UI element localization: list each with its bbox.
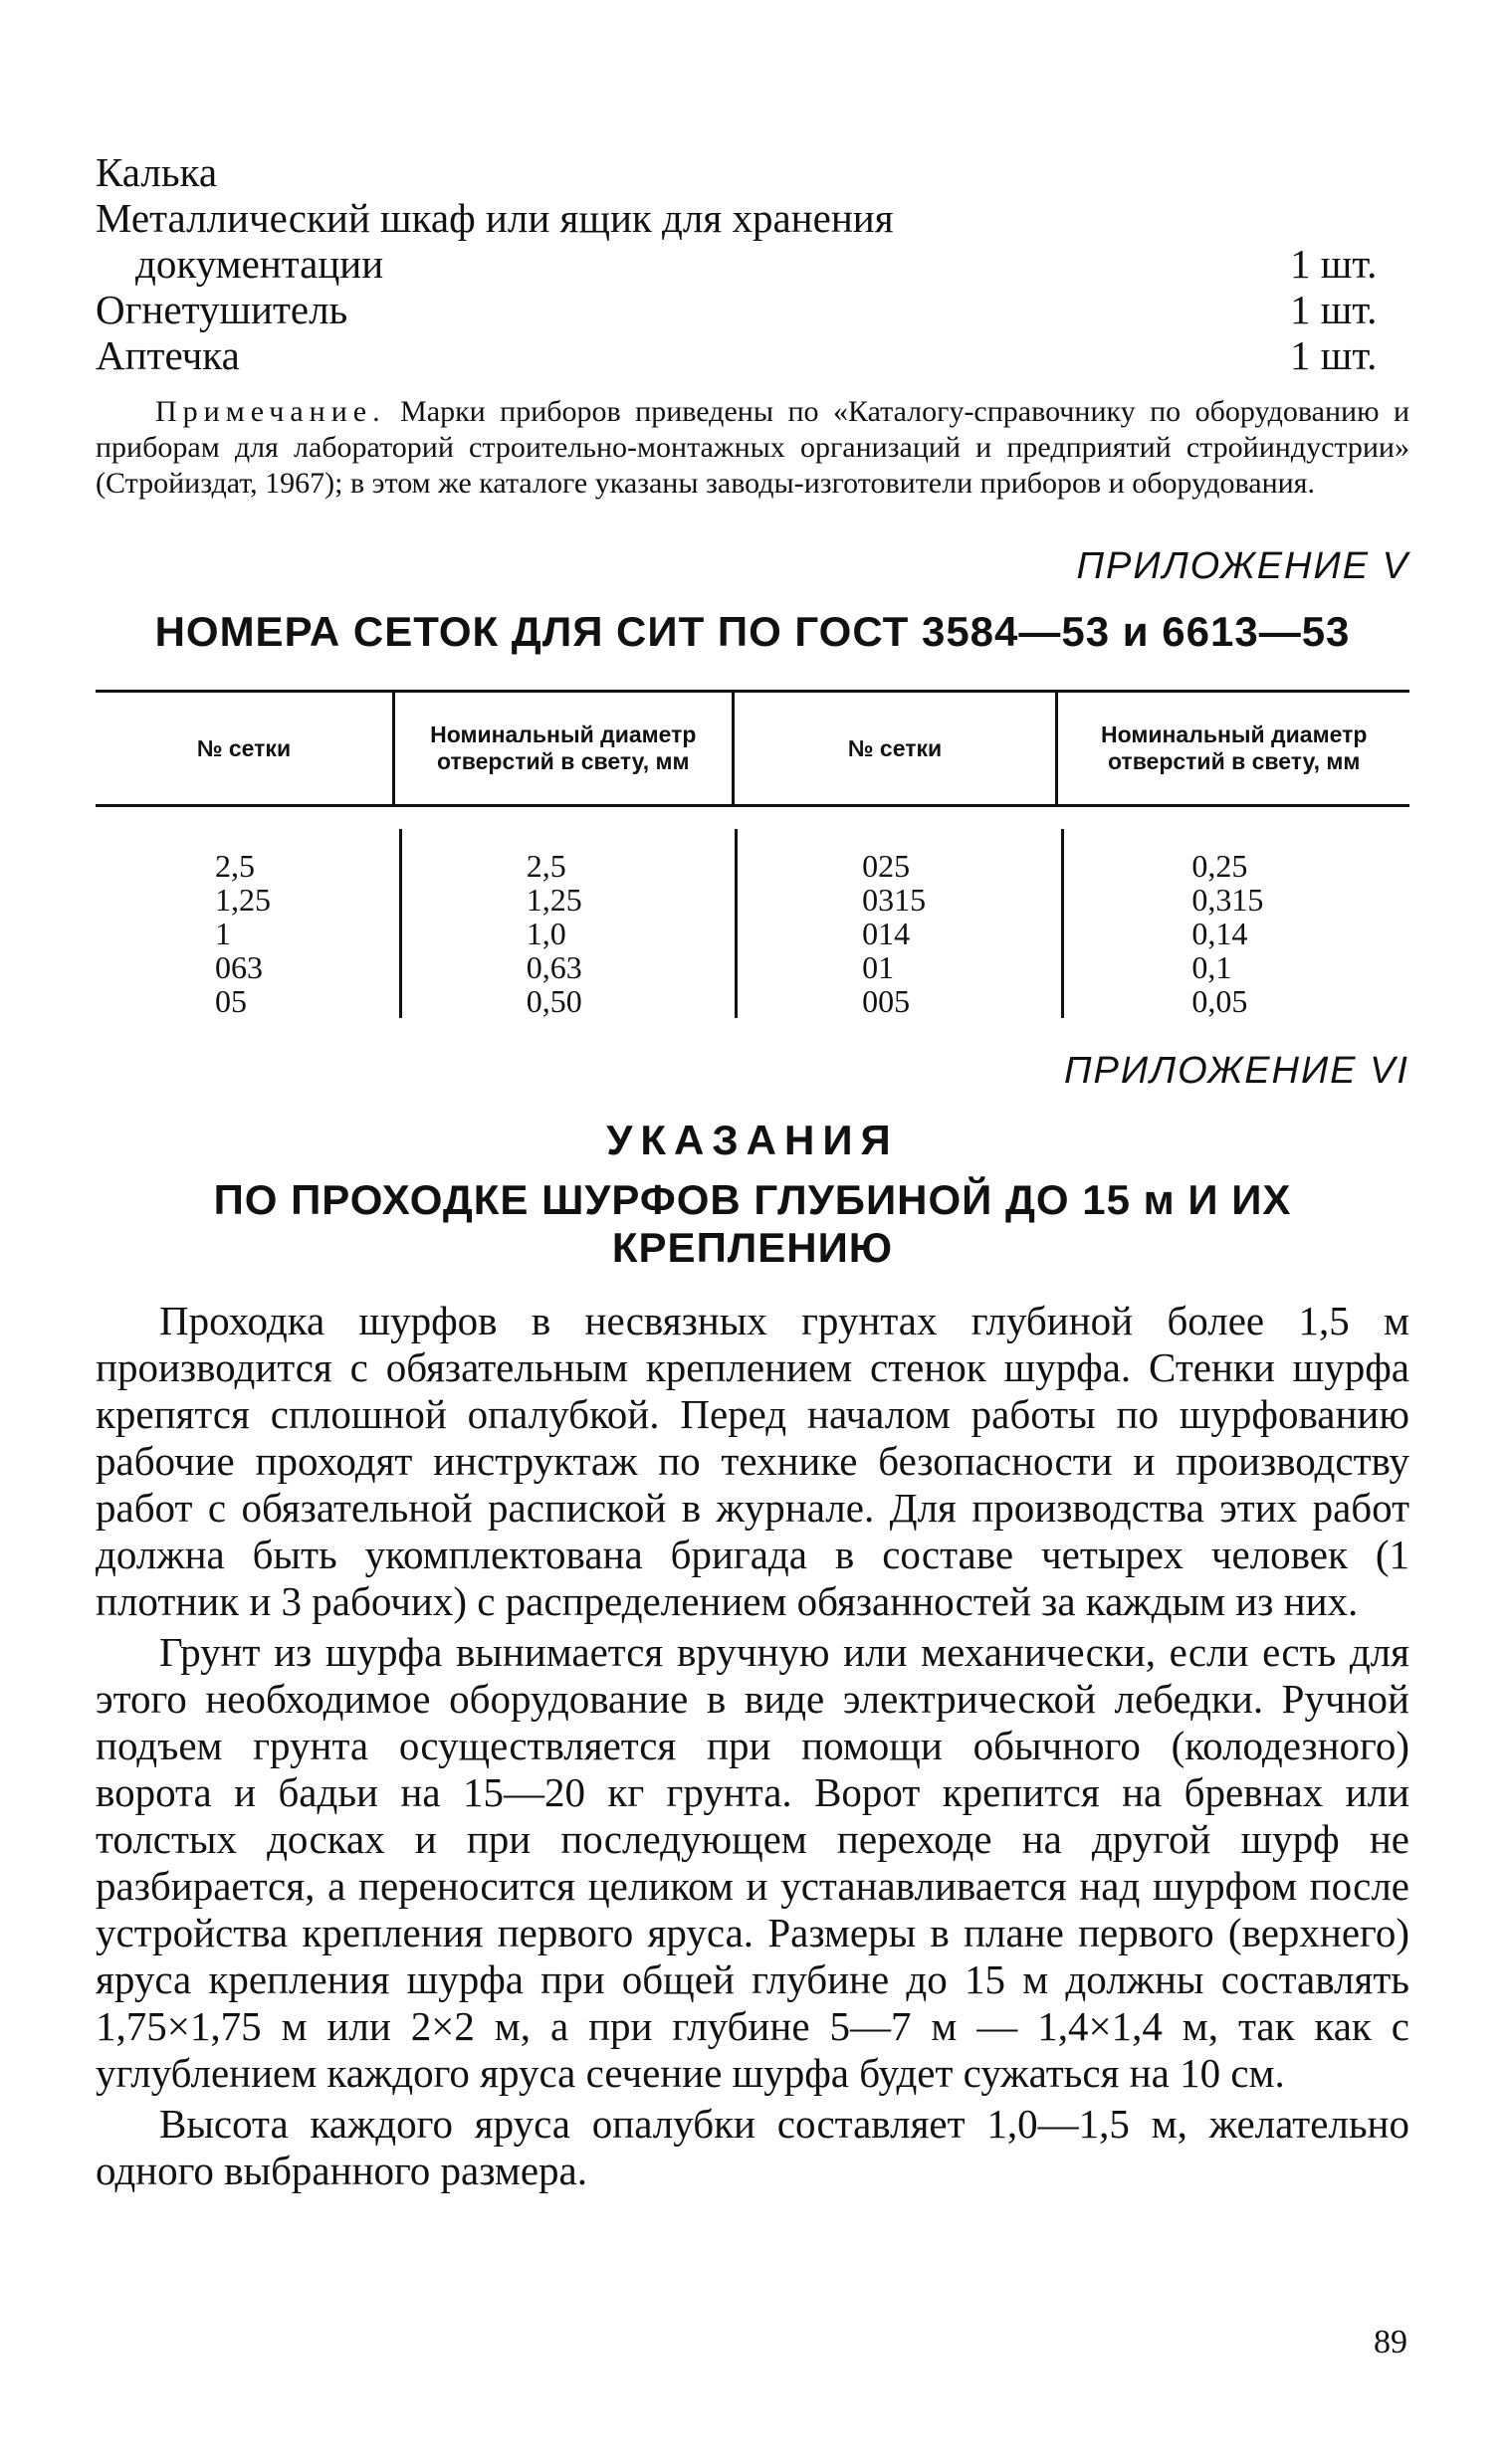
table-cell: 05 — [215, 983, 247, 1019]
table-cell: 01 — [862, 949, 895, 985]
paragraph: Проходка шурфов в несвязных грунтах глубиной более 1,5 м производится с обязательным креплением стенок шурфа. Стенки шурфа крепятся сплошной опалубкой. Перед началом работы по шурфованию рабочие проходят инструктаж по технике безопасности и производству работ с обязательной распиской в журнале. Для производства этих работ должна быть укомплектована бригада в составе четырех человек (1 плотник и 3 рабочих) с распределением обязанностей за каждым из них. — [96, 1298, 1409, 1624]
table-column — [1061, 829, 1409, 1018]
appendix-label: ПРИЛОЖЕНИЕ VI — [1063, 1050, 1409, 1092]
list-item-name: Калька — [96, 149, 218, 195]
table-cell: 2,5 — [215, 848, 255, 884]
equipment-list — [96, 149, 1409, 378]
table-cell: 2,5 — [526, 848, 566, 884]
note-label: Примечание. — [155, 395, 386, 428]
table-column — [96, 829, 399, 1018]
table-cell: 1,25 — [215, 882, 271, 918]
table-column — [399, 829, 735, 1018]
appendix-label: ПРИЛОЖЕНИЕ V — [1076, 545, 1409, 587]
list-item-name: Огнетушитель — [96, 287, 348, 332]
list-item-qty: 1 шт. — [1290, 287, 1378, 332]
section-title: УКАЗАНИЯ — [606, 1117, 899, 1163]
table-header — [96, 690, 1409, 807]
table-cell: 0,14 — [1191, 916, 1248, 951]
table-cell: 0,50 — [526, 983, 582, 1019]
table-cell: 0315 — [862, 882, 927, 918]
table-cell: 1,0 — [526, 916, 566, 951]
paragraph: Грунт из шурфа вынимается вручную или механически, если есть для этого необходимое оборудование в виде электрической лебедки. Ручной подъем грунта осуществляется при помощи обычного (колодезного) ворота и бадьи на 15—20 кг грунта. Ворот крепится на бревнах или толстых досках и при последующем переходе на другой шурф не разбирается, а переносится целиком и устанавливается над шурфом после устройства крепления первого яруса. Размеры в плане первого (верхнего) яруса крепления шурфа при общей глубине до 15 м должны составлять 1,75×1,75 м или 2×2 м, а при глубине 5—7 м — 1,4×1,4 м, так как с углублением каждого яруса сечение шурфа будет сужаться на 10 см. — [96, 1629, 1409, 2096]
list-item — [96, 195, 1409, 241]
table-body — [96, 807, 1409, 1018]
sieve-table — [96, 690, 1409, 1018]
table-cell: 0,315 — [1191, 882, 1264, 918]
body-text — [96, 1298, 1409, 2194]
section-title: НОМЕРА СЕТОК ДЛЯ СИТ ПО ГОСТ 3584—53 и 6613—53 — [154, 608, 1351, 655]
list-item — [96, 287, 1409, 332]
page — [96, 149, 1409, 2198]
list-item-qty: 1 шт. — [1290, 241, 1378, 287]
table-cell: 014 — [862, 916, 911, 951]
table-cell: 0,1 — [1191, 949, 1232, 985]
list-item-qty — [1290, 149, 1409, 195]
footnote — [96, 394, 1409, 502]
table-cell: 1,25 — [526, 882, 582, 918]
table-cell: 0,63 — [526, 949, 582, 985]
list-item-name: документации — [135, 241, 384, 287]
list-item-name: Аптечка — [96, 332, 240, 378]
table-cell: 063 — [215, 949, 263, 985]
table-cell: 0,25 — [1191, 848, 1248, 884]
paragraph: Высота каждого яруса опалубки составляет 1,0—1,5 м, желательно одного выбранного размера. — [96, 2101, 1409, 2193]
column-header: № сетки — [732, 693, 1056, 804]
list-item-qty — [1290, 195, 1409, 241]
column-header: Номинальный диаметр отверстий в свету, мм — [1055, 693, 1409, 804]
table-column — [735, 829, 1061, 1018]
list-item-name: Металлический шкаф или ящик для хранения — [96, 195, 894, 241]
list-item — [96, 332, 1409, 378]
column-header: Номинальный диаметр отверстий в свету, мм — [392, 693, 732, 804]
section-subtitle: ПО ПРОХОДКЕ ШУРФОВ ГЛУБИНОЙ ДО 15 м И ИХ КРЕПЛЕНИЮ — [213, 1176, 1292, 1271]
list-item — [96, 241, 1409, 287]
table-cell: 005 — [862, 983, 911, 1019]
page-number: 89 — [1374, 2324, 1407, 2361]
table-cell: 0,05 — [1191, 983, 1248, 1019]
list-item-qty: 1 шт. — [1290, 332, 1378, 378]
table-cell: 025 — [862, 848, 911, 884]
table-cell: 1 — [215, 916, 231, 951]
note-text: Марки приборов приведены по «Каталогу-справочнику по оборудованию и приборам для лабораторий строительно-монтажных организаций и предприятий стройиндустрии» (Стройиздат, 1967); в этом же каталоге указаны заводы-изготовители приборов и оборудования. — [96, 395, 1410, 500]
list-item — [96, 149, 1409, 195]
column-header: № сетки — [196, 734, 292, 761]
